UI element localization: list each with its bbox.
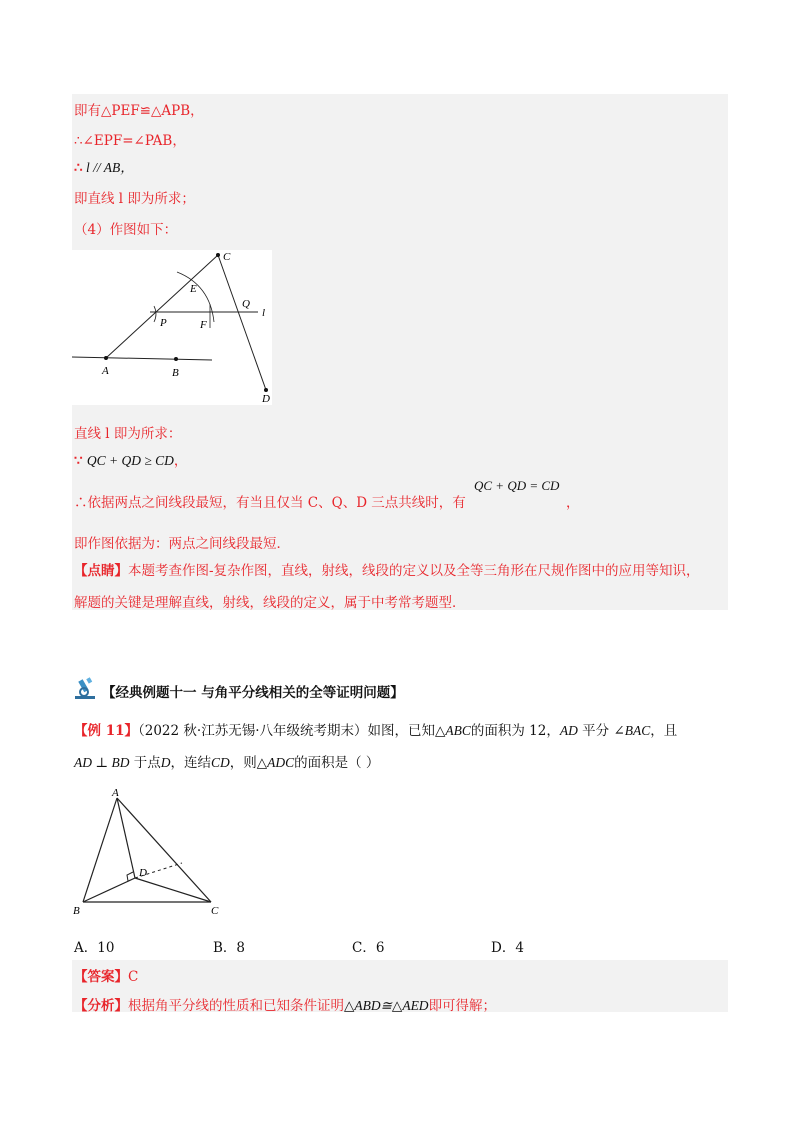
punct: ，	[173, 453, 188, 469]
text: ，则	[229, 755, 257, 771]
text: ，连结	[170, 755, 211, 771]
answer-value: C	[128, 969, 139, 985]
comment-line-2	[74, 591, 466, 611]
math: CD	[210, 755, 230, 770]
label-p: P	[160, 317, 167, 329]
microscope-icon	[72, 676, 98, 700]
label-b: B	[73, 905, 80, 917]
solution-line-5	[74, 218, 177, 238]
label-q: Q	[242, 298, 250, 310]
option-d[interactable]: D．4	[491, 940, 524, 956]
text: 解题的关键是理解直线，射线，线段的定义，属于中考常考题型．	[74, 595, 466, 611]
text: 即作图依据为：两点之间线段最短．	[74, 536, 290, 552]
math: AD ⊥ BD	[74, 755, 130, 770]
solution-line-7	[74, 449, 187, 469]
solution-line-8	[74, 491, 466, 511]
label-d: D	[262, 393, 270, 405]
text: ∴∠EPF=∠PAB，	[74, 133, 186, 149]
example-tag: 【例 11】	[74, 723, 138, 739]
text: 【经典例题十一 与角平分线相关的全等证明问题】	[102, 685, 404, 701]
math: AD	[559, 723, 578, 738]
text: 的面积为 12，	[470, 723, 560, 739]
label-d: D	[139, 867, 147, 879]
text: 根据角平分线的性质和已知条件证明	[128, 998, 344, 1014]
equality: QC + QD = CD	[474, 478, 560, 493]
text: 即有△PEF≌△APB，	[74, 103, 204, 119]
side-ab	[83, 798, 117, 902]
label-c: C	[223, 251, 231, 263]
option-c[interactable]: C．6	[352, 940, 385, 956]
text: 平分	[582, 723, 610, 739]
answer-line	[74, 965, 138, 985]
analysis-tag: 【分析】	[74, 998, 128, 1014]
text: 即直线 l 即为所求；	[74, 191, 195, 207]
text: 直线 l 即为所求：	[74, 426, 182, 442]
text: 于点	[133, 755, 161, 771]
solution-line-9	[74, 532, 290, 552]
comment-line-1	[74, 559, 700, 579]
math: ∠BAC	[613, 723, 651, 738]
option-b[interactable]: B．8	[213, 940, 246, 956]
solution-line-1	[74, 99, 204, 119]
figure-background	[72, 250, 272, 405]
label-l: l	[262, 307, 266, 319]
solution-line-2	[74, 129, 186, 149]
text: 的面积是（ ）	[294, 755, 380, 771]
math: △ABC	[434, 723, 471, 738]
because-symbol: ∵	[74, 453, 83, 469]
analysis-line	[74, 994, 496, 1014]
section-title	[102, 681, 404, 701]
inequality: QC + QD ≥ CD	[86, 453, 174, 468]
label-f: F	[200, 319, 207, 331]
label-a: A	[112, 787, 119, 799]
equality-punct: ，	[566, 495, 580, 511]
comment-tag: 【点睛】	[74, 563, 128, 579]
point-a	[104, 356, 108, 360]
text: （2022 秋·江苏无锡·八年级统考期末）如图，已知	[138, 723, 435, 739]
text: 本题考查作图-复杂作图，直线，射线，线段的定义以及全等三角形在尺规作图中的应用等知识，	[128, 563, 700, 579]
answer-tag: 【答案】	[74, 969, 128, 985]
solution-line-6	[74, 422, 181, 442]
math: D	[160, 755, 171, 770]
label-b: B	[172, 367, 179, 379]
side-ac	[117, 798, 211, 902]
math: △ABD≅△AED	[344, 998, 429, 1013]
parallel-statement: l // AB，	[82, 160, 134, 175]
label-c: C	[211, 905, 219, 917]
text: ∴依据两点之间线段最短，有当且仅当 C、Q、D 三点共线时，有	[74, 495, 466, 511]
text: 即可得解；	[428, 998, 497, 1014]
example-line-1	[74, 719, 677, 739]
text: （4）作图如下：	[74, 222, 178, 238]
label-a: A	[102, 365, 109, 377]
point-b	[174, 357, 178, 361]
therefore-symbol: ∴	[74, 160, 83, 176]
solution-line-3	[74, 156, 134, 176]
text: ，且	[650, 723, 678, 739]
segment-bd	[83, 878, 135, 902]
label-e: E	[190, 283, 197, 295]
math: △ADC	[256, 755, 295, 770]
solution-line-4	[74, 187, 195, 207]
example-line-2	[74, 751, 379, 771]
option-a[interactable]: A．10	[74, 940, 115, 956]
construction-figure	[72, 250, 272, 405]
point-d	[264, 388, 268, 392]
segment-ad	[117, 798, 135, 878]
point-c	[216, 253, 220, 257]
triangle-figure	[70, 784, 230, 920]
